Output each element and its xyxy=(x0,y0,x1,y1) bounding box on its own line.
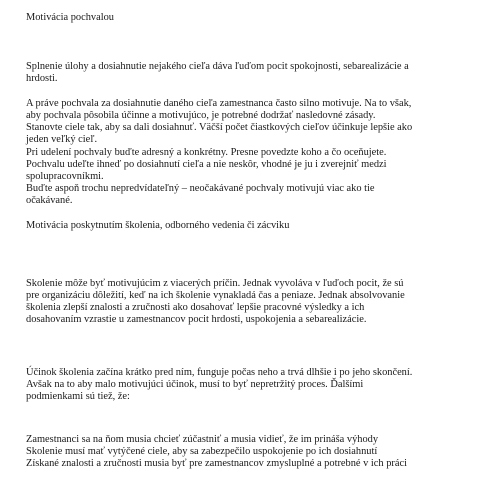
paragraph-line: Pri udelení pochvaly buďte adresný a konkrétny. Presne povedzte koho a čo oceňujete. xyxy=(26,147,387,158)
paragraph-line: aby pochvala pôsobila účinne a motivujúco, je potrebné dodržať nasledovné zásady. xyxy=(26,110,376,121)
paragraph-line: dosahovaním vzrastie u zamestnancov pocit hrdosti, uspokojenia a sebarealizácie. xyxy=(26,314,367,325)
paragraph-line: spolupracovníkmi. xyxy=(26,171,104,182)
paragraph-line: Splnenie úlohy a dosiahnutie nejakého cieľa dáva ľuďom pocit spokojnosti, sebarealizácie a xyxy=(26,61,409,72)
list-item: Skolenie musí mať vytýčené ciele, aby sa zabezpečilo uspokojenie po ich dosiahnutí xyxy=(26,446,378,457)
heading-praise-motivation: Motivácia pochvalou xyxy=(26,12,115,23)
list-item: Získané znalosti a zručnosti musia byť pre zamestnancov zmysluplné a potrebné v ich práci xyxy=(26,458,407,469)
paragraph-line: Stanovte ciele tak, aby sa dali dosiahnuť. Väčší počet čiastkových cieľov účinkuje lepšie ako xyxy=(26,122,413,133)
list-item: Zamestnanci sa na ňom musia chcieť zúčastniť a musia vidieť, že im prináša výhody xyxy=(26,434,379,445)
paragraph-line: Skolenie môže byť motivujúcim z viacerých príčin. Jednak vyvoláva v ľuďoch pocit, že sú xyxy=(26,278,404,289)
paragraph-line: Avšak na to aby malo motivujúci účinok, musí to byť nepretržitý proces. Ďalšími xyxy=(26,379,364,390)
paragraph-line: podmienkami sú tiež, že: xyxy=(26,391,130,402)
paragraph-line: Účinok školenia začína krátko pred ním, funguje počas neho a trvá dlhšie i po jeho skončení. xyxy=(26,367,413,378)
paragraph-line: školenia zlepší znalosti a zručnosti ako dosahovať lepšie pracovné výsledky a ich xyxy=(26,302,365,313)
paragraph-line: hrdosti. xyxy=(26,73,58,84)
heading-training-motivation: Motivácia poskytnutím školenia, odborného vedenia či zácviku xyxy=(26,220,290,231)
paragraph-line: A práve pochvala za dosiahnutie daného cieľa zamestnanca často silno motivuje. Na to však, xyxy=(26,98,412,109)
paragraph-line: Pochvalu udeľte ihneď po dosiahnutí cieľa a nie neskôr, vhodné je ju i zverejniť medzi xyxy=(26,159,387,170)
paragraph-line: Buďte aspoň trochu nepredvídateľný – neočakávané pochvaly motivujú viac ako tie xyxy=(26,183,375,194)
paragraph-line: jeden veľký cieľ. xyxy=(26,134,98,145)
paragraph-line: očakávané. xyxy=(26,195,73,206)
paragraph-line: pre organizáciu dôležití, keď na ich školenie vynakladá čas a peniaze. Jednak absolvovanie xyxy=(26,290,405,301)
